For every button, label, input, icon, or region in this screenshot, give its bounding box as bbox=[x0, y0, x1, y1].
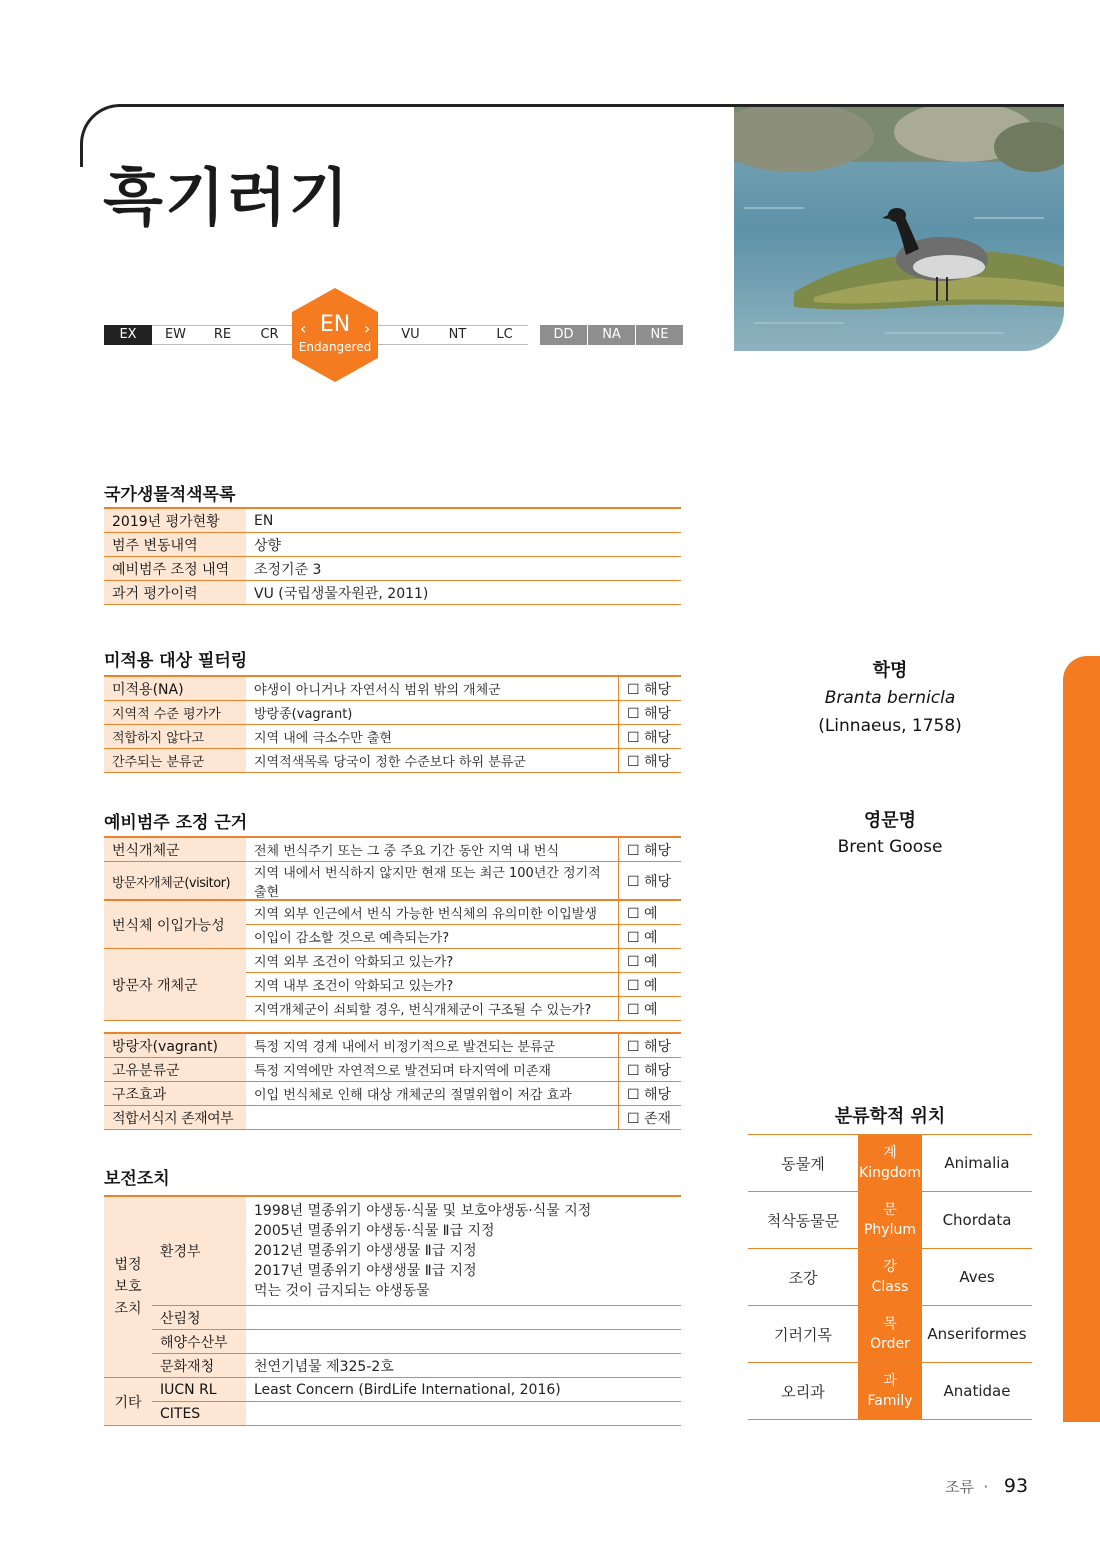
conservation-heading: 보전조치 bbox=[104, 1169, 170, 1189]
national-list-heading: 국가생물적색목록 bbox=[104, 485, 236, 505]
env-line: 2012년 멸종위기 야생생물 Ⅱ급 지정 bbox=[254, 1243, 477, 1259]
env-line: 2017년 멸종위기 야생생물 Ⅱ급 지정 bbox=[254, 1263, 477, 1279]
cites-value bbox=[246, 1402, 681, 1426]
adjust-check[interactable]: ☐ 해당 bbox=[619, 1033, 682, 1058]
taxonomy-kor: 기러기목 bbox=[748, 1306, 858, 1363]
env-ministry-label: 환경부 bbox=[152, 1196, 246, 1306]
cites-label: CITES bbox=[152, 1402, 246, 1426]
national-value: EN bbox=[246, 508, 681, 533]
na-filter-table bbox=[104, 675, 681, 773]
adjust-heading: 예비범주 조정 근거 bbox=[104, 813, 248, 833]
status-ew: EW bbox=[152, 325, 199, 345]
status-ne: NE bbox=[636, 325, 683, 345]
taxonomy-rank bbox=[858, 1192, 922, 1249]
taxonomy-rank bbox=[858, 1135, 922, 1192]
na-filter-text: 방랑종(vagrant) bbox=[246, 701, 619, 725]
page-number: 93 bbox=[1003, 1475, 1029, 1497]
taxonomy-rank bbox=[858, 1249, 922, 1306]
page-title: 흑기러기 bbox=[103, 161, 351, 234]
env-line: 1998년 멸종위기 야생동·식물 및 보호야생동·식물 지정 bbox=[254, 1203, 592, 1219]
adjust-check[interactable]: ☐ 해당 bbox=[619, 1082, 682, 1106]
status-cr: CR bbox=[246, 325, 293, 345]
adjust-text: 지역개체군이 쇠퇴할 경우, 번식개체군이 구조될 수 있는가? bbox=[246, 997, 619, 1021]
rank-kor: 과 bbox=[883, 1373, 897, 1389]
footer-section: 조류 bbox=[945, 1478, 974, 1496]
rank-kor: 목 bbox=[883, 1316, 897, 1332]
adjust-label: 구조효과 bbox=[104, 1082, 246, 1106]
adjust-text: 지역 내부 조건이 악화되고 있는가? bbox=[246, 973, 619, 997]
adjust-text: 이입이 감소할 것으로 예측되는가? bbox=[246, 925, 619, 949]
status-vu: VU bbox=[387, 325, 434, 345]
adjust-check[interactable]: ☐ 예 bbox=[619, 949, 682, 973]
rank-en: Class bbox=[871, 1279, 909, 1295]
adjust-label: 고유분류군 bbox=[104, 1058, 246, 1082]
red-list-status-bar bbox=[104, 325, 683, 345]
taxonomy-value: Aves bbox=[922, 1249, 1032, 1306]
adjust-text: 지역 내에서 번식하지 않지만 현재 또는 최근 100년간 정기적 출현 bbox=[246, 862, 619, 901]
status-current-code: EN bbox=[319, 312, 351, 337]
iucn-value: Least Concern (BirdLife International, 2016) bbox=[246, 1378, 681, 1402]
taxonomy-kor: 동물계 bbox=[748, 1135, 858, 1192]
adjust-check[interactable]: ☐ 존재 bbox=[619, 1106, 682, 1130]
na-label-line: 적합하지 않다고 bbox=[104, 725, 246, 749]
adjust-label-immigration: 번식체 이입가능성 bbox=[104, 900, 246, 949]
page-footer bbox=[945, 1475, 1028, 1497]
status-na: NA bbox=[588, 325, 635, 345]
national-value: 상향 bbox=[246, 533, 681, 557]
other-label: 기타 bbox=[104, 1378, 152, 1426]
taxonomy-value: Anatidae bbox=[922, 1363, 1032, 1420]
adjust-table-2 bbox=[104, 899, 681, 1021]
english-name: Brent Goose bbox=[837, 837, 943, 857]
adjust-check[interactable]: ☐ 해당 bbox=[619, 1058, 682, 1082]
section-side-tab bbox=[1063, 656, 1100, 1422]
taxonomy-heading: 분류학적 위치 bbox=[834, 1106, 946, 1127]
adjust-check[interactable]: ☐ 예 bbox=[619, 925, 682, 949]
forest-service-label: 산림청 bbox=[152, 1306, 246, 1330]
na-filter-text: 야생이 아니거나 자연서식 범위 밖의 개체군 bbox=[246, 676, 619, 701]
na-label-main: 미적용(NA) bbox=[104, 676, 246, 701]
taxonomy-value: Anseriformes bbox=[922, 1306, 1032, 1363]
adjust-table-3 bbox=[104, 1032, 681, 1130]
national-value: VU (국립생물자원관, 2011) bbox=[246, 581, 681, 605]
adjust-text: 특정 지역 경계 내에서 비정기적으로 발견되는 분류군 bbox=[246, 1033, 619, 1058]
heritage-admin-label: 문화재청 bbox=[152, 1354, 246, 1378]
scientific-name: Branta bernicla bbox=[824, 688, 956, 708]
scientific-name-heading: 학명 bbox=[872, 660, 908, 681]
adjust-label: 방랑자(vagrant) bbox=[104, 1033, 246, 1058]
taxonomy-value: Animalia bbox=[922, 1135, 1032, 1192]
adjust-text: 전체 번식주기 또는 그 중 주요 기간 동안 지역 내 번식 bbox=[246, 837, 619, 862]
legal-protection-label: 법정 보호 조치 bbox=[104, 1196, 152, 1378]
na-filter-text: 지역 내에 극소수만 출현 bbox=[246, 725, 619, 749]
ocean-ministry-label: 해양수산부 bbox=[152, 1330, 246, 1354]
na-filter-check[interactable]: ☐ 해당 bbox=[619, 725, 682, 749]
rank-kor: 강 bbox=[883, 1259, 897, 1275]
taxonomy-kor: 오리과 bbox=[748, 1363, 858, 1420]
svg-text:‹: ‹ bbox=[300, 319, 307, 338]
svg-text:›: › bbox=[364, 319, 371, 338]
rank-en: Kingdom bbox=[859, 1165, 921, 1181]
adjust-check[interactable]: ☐ 예 bbox=[619, 997, 682, 1021]
na-filter-check[interactable]: ☐ 해당 bbox=[619, 676, 682, 701]
na-filter-check[interactable]: ☐ 해당 bbox=[619, 701, 682, 725]
status-current-label: Endangered bbox=[298, 340, 372, 354]
adjust-text: 지역 외부 인근에서 번식 가능한 번식체의 유의미한 이입발생 bbox=[246, 900, 619, 925]
taxonomy-table bbox=[748, 1134, 1032, 1420]
forest-service-value bbox=[246, 1306, 681, 1330]
heritage-admin-value: 천연기념물 제325-2호 bbox=[246, 1354, 681, 1378]
taxonomy-rank bbox=[858, 1306, 922, 1363]
adjust-text: 지역 외부 조건이 악화되고 있는가? bbox=[246, 949, 619, 973]
national-label: 범주 변동내역 bbox=[104, 533, 246, 557]
adjust-text: 특정 지역에만 자연적으로 발견되며 타지역에 미존재 bbox=[246, 1058, 619, 1082]
env-line: 2005년 멸종위기 야생동·식물 Ⅱ급 지정 bbox=[254, 1223, 495, 1239]
national-list-table bbox=[104, 507, 681, 605]
status-lc: LC bbox=[481, 325, 528, 345]
ocean-ministry-value bbox=[246, 1330, 681, 1354]
adjust-text bbox=[246, 1106, 619, 1130]
species-photo bbox=[734, 107, 1064, 351]
rank-en: Family bbox=[867, 1393, 913, 1409]
conservation-table bbox=[104, 1195, 681, 1426]
adjust-label: 적합서식지 존재여부 bbox=[104, 1106, 246, 1130]
taxonomy-kor: 조강 bbox=[748, 1249, 858, 1306]
national-label: 과거 평가이력 bbox=[104, 581, 246, 605]
env-ministry-values bbox=[246, 1196, 681, 1306]
na-label-line: 지역적 수준 평가가 bbox=[104, 701, 246, 725]
taxonomy-kor: 척삭동물문 bbox=[748, 1192, 858, 1249]
iucn-label: IUCN RL bbox=[152, 1378, 246, 1402]
adjust-label: 방문자개체군(visitor) bbox=[104, 862, 246, 901]
taxonomy-rank bbox=[858, 1363, 922, 1420]
adjust-check[interactable]: ☐ 예 bbox=[619, 900, 682, 925]
na-filter-text: 지역적색목록 당국이 정한 수준보다 하위 분류군 bbox=[246, 749, 619, 773]
scientific-author: (Linnaeus, 1758) bbox=[818, 716, 962, 736]
adjust-check[interactable]: ☐ 해당 bbox=[619, 862, 682, 901]
footer-dot: · bbox=[978, 1478, 994, 1496]
status-nt: NT bbox=[434, 325, 481, 345]
national-label: 2019년 평가현황 bbox=[104, 508, 246, 533]
adjust-check[interactable]: ☐ 해당 bbox=[619, 837, 682, 862]
adjust-table-1 bbox=[104, 836, 681, 901]
na-filter-check[interactable]: ☐ 해당 bbox=[619, 749, 682, 773]
rank-en: Phylum bbox=[863, 1222, 916, 1238]
na-filter-heading: 미적용 대상 필터링 bbox=[104, 651, 248, 671]
rank-kor: 문 bbox=[883, 1202, 897, 1218]
adjust-check[interactable]: ☐ 예 bbox=[619, 973, 682, 997]
english-name-heading: 영문명 bbox=[863, 810, 917, 831]
status-ex: EX bbox=[104, 325, 152, 345]
adjust-label-visitor: 방문자 개체군 bbox=[104, 949, 246, 1021]
env-line: 먹는 것이 금지되는 야생동물 bbox=[254, 1283, 430, 1299]
rank-en: Order bbox=[870, 1336, 910, 1352]
status-dd: DD bbox=[540, 325, 587, 345]
adjust-text: 이입 번식체로 인해 대상 개체군의 절멸위협이 저감 효과 bbox=[246, 1082, 619, 1106]
adjust-label: 번식개체군 bbox=[104, 837, 246, 862]
na-label-line: 간주되는 분류군 bbox=[104, 749, 246, 773]
taxonomy-value: Chordata bbox=[922, 1192, 1032, 1249]
national-value: 조정기준 3 bbox=[246, 557, 681, 581]
status-re: RE bbox=[199, 325, 246, 345]
rank-kor: 계 bbox=[883, 1145, 897, 1161]
national-label: 예비범주 조정 내역 bbox=[104, 557, 246, 581]
